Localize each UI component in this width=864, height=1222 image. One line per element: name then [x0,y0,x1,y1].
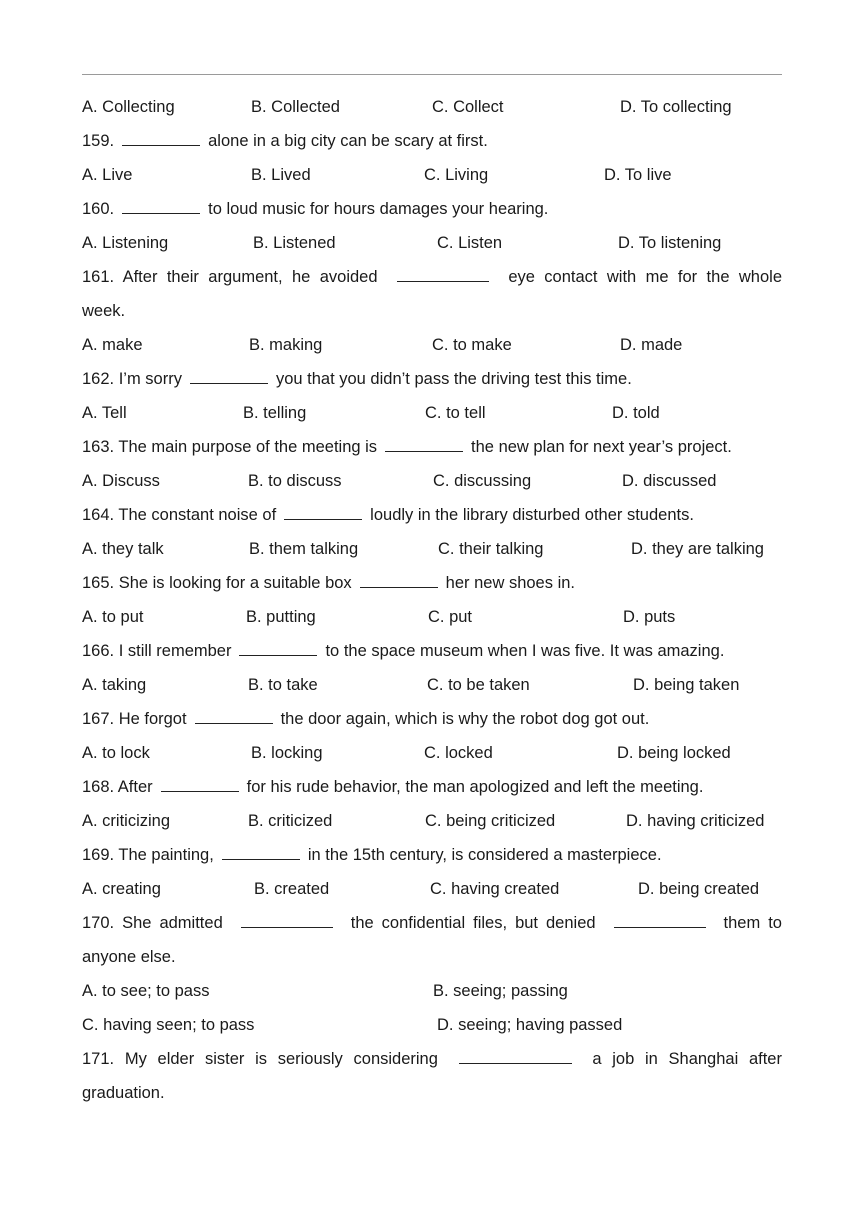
q167-option-b[interactable]: B. locking [251,744,323,762]
q166-text-after: to the space museum when I was five. It was amazing. [325,642,725,660]
q166-options [82,668,782,702]
q160-number: 160. [82,200,115,218]
q167-options [82,736,782,770]
q163-option-c[interactable]: C. discussing [433,472,532,490]
q169-option-b[interactable]: B. created [254,880,330,898]
q159-option-c[interactable]: C. Living [424,166,489,184]
q164-text-after: loudly in the library disturbed other students. [370,506,694,524]
q168-options [82,804,782,838]
q163-option-d[interactable]: D. discussed [622,472,717,490]
q163-blank[interactable] [385,437,463,452]
q160-blank[interactable] [122,199,200,214]
q168-stem [82,770,782,804]
q166-text-before: 166. I still remember [82,642,232,660]
q169-option-a[interactable]: A. creating [82,880,161,898]
worksheet [82,90,782,1110]
q159-options [82,158,782,192]
q167-option-d[interactable]: D. being locked [617,744,731,762]
q162-text-after: you that you didn’t pass the driving test this time. [275,370,632,388]
q170-text-after: them to [723,914,782,932]
q169-stem [82,838,782,872]
q168-option-b[interactable]: B. criticized [248,812,333,830]
q170-text-cont: anyone else. [82,948,176,966]
q165-stem [82,566,782,600]
q171-text-cont: graduation. [82,1084,165,1102]
q162-options [82,396,782,430]
q170-stem-continued [82,940,782,974]
q161-text-before: 161. After their argument, he avoided [82,268,378,286]
q170-option-c[interactable]: C. having seen; to pass [82,1016,255,1034]
q171-text-before: 171. My elder sister is seriously considering [82,1050,438,1068]
q162-stem [82,362,782,396]
q161-stem-continued [82,294,782,328]
q169-option-d[interactable]: D. being created [638,880,760,898]
q171-blank[interactable] [459,1049,572,1064]
q168-option-a[interactable]: A. criticizing [82,812,171,830]
q165-options [82,600,782,634]
q164-option-d[interactable]: D. they are talking [631,540,764,558]
q160-option-d[interactable]: D. To listening [618,234,722,252]
q158-option-c[interactable]: C. Collect [432,98,504,116]
q164-text-before: 164. The constant noise of [82,506,277,524]
q165-blank[interactable] [360,573,438,588]
q170-text-middle: the confidential files, but denied [350,914,596,932]
q167-text-before: 167. He forgot [82,710,187,728]
q165-option-d[interactable]: D. puts [623,608,676,626]
q158-options [82,90,782,124]
q161-text-cont: week. [82,302,126,320]
q163-options [82,464,782,498]
q167-text-after: the door again, which is why the robot dog got out. [280,710,650,728]
q167-blank[interactable] [195,709,273,724]
q167-stem [82,702,782,736]
q168-text-before: 168. After [82,778,153,796]
q161-option-b[interactable]: B. making [249,336,323,354]
q164-option-a[interactable]: A. they talk [82,540,164,558]
q167-option-c[interactable]: C. locked [424,744,493,762]
q162-option-a[interactable]: A. Tell [82,404,127,422]
q161-blank[interactable] [397,267,489,282]
q168-blank[interactable] [161,777,239,792]
q169-text-after: in the 15th century, is considered a masterpiece. [307,846,662,864]
q170-option-d[interactable]: D. seeing; having passed [437,1016,623,1034]
q171-stem-continued [82,1076,782,1110]
q161-stem [82,260,782,294]
q162-blank[interactable] [190,369,268,384]
q159-number: 159. [82,132,115,150]
q165-option-c[interactable]: C. put [428,608,473,626]
q170-option-b[interactable]: B. seeing; passing [433,982,568,1000]
q166-option-d[interactable]: D. being taken [633,676,740,694]
q169-text-before: 169. The painting, [82,846,214,864]
q161-option-c[interactable]: C. to make [432,336,512,354]
q168-option-c[interactable]: C. being criticized [425,812,556,830]
q167-option-a[interactable]: A. to lock [82,744,150,762]
q162-option-b[interactable]: B. telling [243,404,307,422]
q165-option-b[interactable]: B. putting [246,608,316,626]
q159-option-d[interactable]: D. To live [604,166,672,184]
q163-option-b[interactable]: B. to discuss [248,472,342,490]
q170-option-a[interactable]: A. to see; to pass [82,982,210,1000]
q161-text-after: eye contact with me for the whole [508,268,782,286]
q166-option-b[interactable]: B. to take [248,676,318,694]
q159-stem [82,124,782,158]
q160-text: to loud music for hours damages your hearing. [208,200,549,218]
q161-options [82,328,782,362]
q171-text-after: a job in Shanghai after [592,1050,782,1068]
q164-options [82,532,782,566]
q165-text-after: her new shoes in. [445,574,575,592]
q169-option-c[interactable]: C. having created [430,880,560,898]
q160-option-a[interactable]: A. Listening [82,234,169,252]
q163-text-before: 163. The main purpose of the meeting is [82,438,378,456]
q163-option-a[interactable]: A. Discuss [82,472,160,490]
q162-text-before: 162. I’m sorry [82,370,182,388]
q160-stem [82,192,782,226]
header-rule [82,74,782,75]
q170-stem [82,906,782,940]
q166-option-c[interactable]: C. to be taken [427,676,530,694]
q160-option-c[interactable]: C. Listen [437,234,503,252]
q159-blank[interactable] [122,131,200,146]
q164-option-c[interactable]: C. their talking [438,540,544,558]
q164-stem [82,498,782,532]
q169-blank[interactable] [222,845,300,860]
q158-option-d[interactable]: D. To collecting [620,98,732,116]
q171-stem [82,1042,782,1076]
q166-blank[interactable] [239,641,317,656]
q170-text-before: 170. She admitted [82,914,223,932]
q159-text: alone in a big city can be scary at first. [208,132,488,150]
q169-options [82,872,782,906]
q162-option-c[interactable]: C. to tell [425,404,486,422]
q170-blank-1[interactable] [241,913,333,928]
q166-stem [82,634,782,668]
q160-option-b[interactable]: B. Listened [253,234,336,252]
q170-blank-2[interactable] [614,913,706,928]
q160-options [82,226,782,260]
q158-option-a[interactable]: A. Collecting [82,98,175,116]
q166-option-a[interactable]: A. taking [82,676,147,694]
q159-option-a[interactable]: A. Live [82,166,133,184]
q165-option-a[interactable]: A. to put [82,608,144,626]
q161-option-d[interactable]: D. made [620,336,683,354]
q163-stem [82,430,782,464]
q164-blank[interactable] [284,505,362,520]
q162-option-d[interactable]: D. told [612,404,660,422]
q159-option-b[interactable]: B. Lived [251,166,311,184]
q170-options-row-2 [82,1008,782,1042]
q168-text-after: for his rude behavior, the man apologized and left the meeting. [246,778,704,796]
q165-text-before: 165. She is looking for a suitable box [82,574,352,592]
q170-options-row-1 [82,974,782,1008]
q164-option-b[interactable]: B. them talking [249,540,359,558]
q161-option-a[interactable]: A. make [82,336,143,354]
q168-option-d[interactable]: D. having criticized [626,812,765,830]
q158-option-b[interactable]: B. Collected [251,98,340,116]
q163-text-after: the new plan for next year’s project. [471,438,732,456]
